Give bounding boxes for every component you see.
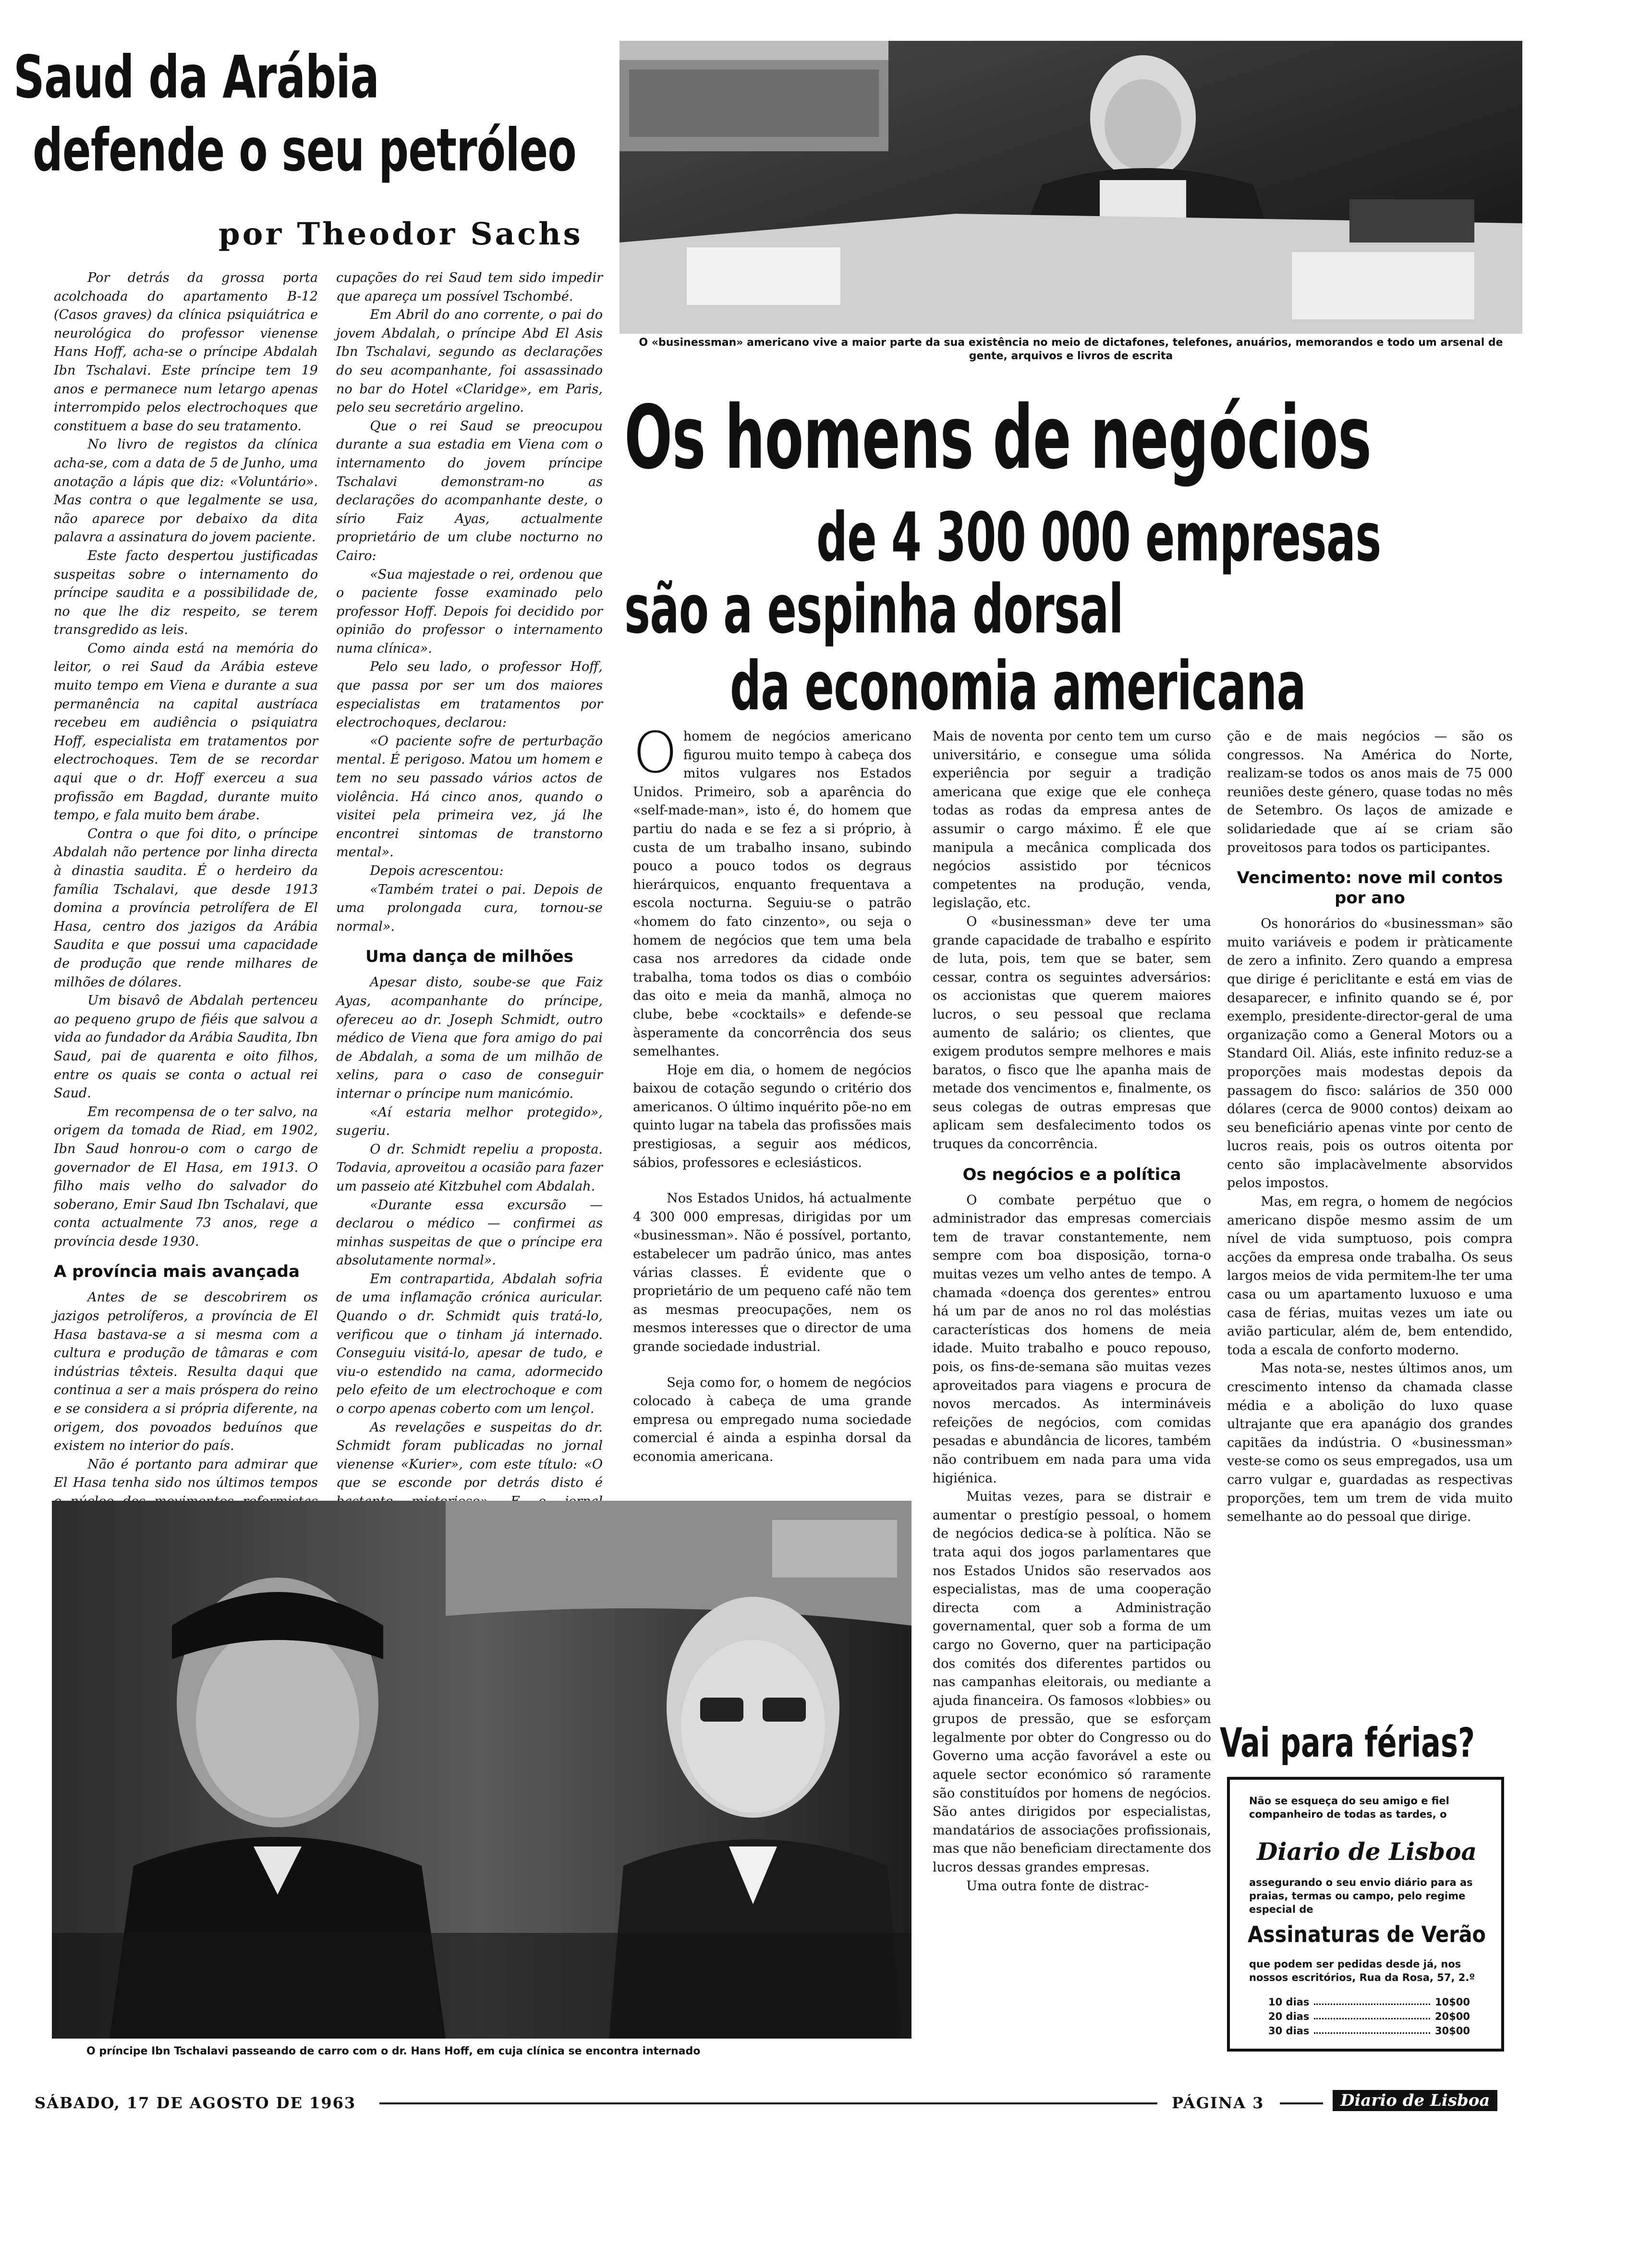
paragraph: Contra o que foi dito, o príncipe Abdalah não pertence por linha directa à dinastia saudita. É o herdeiro da família Tschalavi, que desde 1913 domina a província petrolífera de El Hasa, centro dos jazigos da Arábia Saudita e que possui uma capacidade de produção que rende milhares de milhões de dólares. (54, 826, 318, 990)
paragraph: Este facto despertou justificadas suspeitas sobre o internamento do príncipe saudita e a possibilidade de, no que lhe diz respeito, se terem transgredido as leis. (54, 548, 318, 638)
paragraph: cupações do rei Saud tem sido impedir que apareça um possível Tschombé. (336, 270, 603, 304)
ad-rate-row (1268, 2009, 1470, 2024)
paragraph: Como ainda está na memória do leitor, o rei Saud da Arábia esteve muito tempo em Viena e durante a sua permanência na capital austríaca recebeu em audiência o psiquiatra Hoff, especialista em tratamentos por electrochoques. Tem de se recordar aqui que o dr. Hoff exerceu a sua profissão em Bagdad, durante muito tempo, e fala muito bem árabe. (54, 641, 318, 823)
main-article-col3 (1227, 728, 1513, 1712)
businessman-photo-image (620, 41, 1522, 334)
left-article-col1 (54, 269, 318, 1498)
ad-rate-price: 20$00 (1434, 2011, 1470, 2022)
paragraph: Hoje em dia, o homem de negócios baixou de cotação segundo o critério dos americanos. O último inquérito põe-no em quinto lugar na tabela das profissões mais prestigiosas, a seguir aos médicos, sábios, professores e eclesiásticos. (633, 1062, 911, 1170)
businessman-photo-caption: O «businessman» americano vive a maior parte da sua existência no meio de dictafones, telefones, anuários, memorandos e todo um arsenal de gente, arquivos e livros de escrita (639, 337, 1503, 362)
paragraph: Que o rei Saud se preocupou durante a sua estadia em Viena com o internamento do jovem príncipe Tschalavi demonstram-no as declarações do acompanhante deste, o sírio Faiz Ayas, actualmente proprietário de um clube nocturno no Cairo: (336, 418, 603, 563)
ad-text: que podem ser pedidas desde já, nos nossos escritórios, Rua da Rosa, 57, 2.º (1249, 1958, 1475, 1983)
paragraph: Antes de se descobrirem os jazigos petrolíferos, a província de El Hasa bastava-se a si mesma com a cultura e produção de tâmaras e com indústrias têxteis. Resulta daqui que continua a ser a mais próspera do reino e se considera a si própria diferente, na origem, dos povoados beduínos que existem no interior do país. (54, 1290, 318, 1454)
ad-rate-days: 20 dias (1268, 2011, 1310, 2022)
subheading: Uma dança de milhões (365, 947, 574, 967)
ad-text: Não se esqueça do seu amigo e fiel companheiro de todas as tardes, o (1249, 1795, 1449, 1820)
subheading: A província mais avançada (54, 1262, 300, 1282)
prince-car-photo (52, 1501, 911, 2039)
main-article-col1 (633, 719, 911, 1578)
paragraph: Uma outra fonte de distrac- (966, 1878, 1149, 1894)
paragraph: Por detrás da grossa porta acolchoada do apartamento B-12 (Casos graves) da clínica psiquiátrica e neurológica do professor vienense Hans Hoff, acha-se o príncipe Abdalah Ibn Tschalavi. Este príncipe tem 19 anos e permanece num letargo apenas interrompido pelos electrochoques que constituem a base do seu tratamento. (54, 270, 318, 434)
paragraph: Um bisavô de Abdalah pertenceu ao pequeno grupo de fiéis que salvou a vida ao fundador da Arábia Saudita, Ibn Saud, pai de quarenta e oito filhos, entre os quais se conta o actual rei Saud. (54, 993, 318, 1101)
paragraph: Os honorários do «businessman» são muito variáveis e podem ir pràticamente de zero a infinito. Zero quando a empresa que dirige é periclitante e está em vias de desaparecer, e infinito quando se é, por exemplo, presidente-director-geral de uma organização como a General Motors ou a Standard Oil. Aliás, este infinito reduz-se a proporções mais modestas depois da passagem do fisco: salários de 350 000 dólares (cerca de 9000 contos) deixam ao seu beneficiário apenas vinte por cento de lucros reais, pois os outros oitenta por cento são implacàvelmente absorvidos pelos impostos. (1227, 916, 1513, 1191)
paragraph: Muitas vezes, para se distrair e aumentar o prestígio pessoal, o homem de negócios dedica-se à política. Não se trata aqui dos jogos parlamentares que nos Estados Unidos são reservados aos especialistas, mas de uma cooperação directa com a Administração governamental, quer sob a forma de um cargo no Governo, quer na participação dos comités dos diferentes partidos ou nas campanhas eleitorais, ou mediante a ajuda financeira. Os famosos «lobbies» ou grupos de pressão, que se esforçam legalmente por obter do Congresso ou do Governo uma acção favorável a este ou aquele sector económico só raramente são constituídos por homens de negócios. São antes dirigidos por especialistas, mandatários de associações profissionais, mas que não beneficiam directamente dos lucros dessas grandes empresas. (933, 1489, 1211, 1875)
left-article-title (13, 43, 609, 184)
vacation-ad-title: Vai para férias? (1220, 1719, 1475, 1766)
ad-rate-days: 10 dias (1268, 1996, 1310, 2008)
paragraph: O dr. Schmidt repeliu a proposta. Todavia, aproveitou a ocasião para fazer um passeio até Kitzbuhel com Abdalah. (336, 1142, 603, 1194)
ad-rates (1268, 1995, 1470, 2038)
paragraph: Não é portanto para admirar que El Hasa tenha sido nos últimos tempos (54, 1457, 318, 1491)
prince-car-photo-image (52, 1501, 911, 2039)
left-article-title-line2: defende o seu petróleo (33, 116, 576, 184)
vacation-ad (1227, 1777, 1504, 2052)
ad-rate-dots (1314, 2009, 1430, 2019)
subheading: Vencimento: nove mil contos por ano (1237, 868, 1503, 908)
paragraph: Mas, em regra, o homem de negócios americano dispõe mesmo assim de um nível de vida sumptuoso, pois compra acções da empresa onde trabalha. Os seus largos meios de vida permitem-lhe ter uma casa ou um apartamento luxuoso e uma casa de férias, muitas vezes um iate ou avião particular, além de, bem entendido, toda a escala de conforto moderno. (1227, 1194, 1513, 1358)
ad-text: assegurando o seu envio diário para as praias, termas ou campo, pelo regime especial de (1249, 1877, 1473, 1915)
paragraph: «Durante essa excursão — declarou o médico — confirmei as minhas suspeitas de que o príncipe era absolutamente normal». (336, 1197, 603, 1268)
left-article-col2 (336, 269, 603, 1498)
paragraph-text: homem de negócios americano figurou muito tempo à cabeça dos mitos vulgares nos Estados Unidos. Primeiro, sob a aparência do «self-made-man», isto é, do homem que partiu do nada e se fez a si próprio, à custa de um trabalho insano, subindo pouco a pouco todos os degraus hierárquicos, enquanto frequentava a escola nocturna. Seguiu-se o patrão «homem do fato cinzento», ou seja o homem de negócios que tem uma bela casa nos arredores da cidade onde trabalha, toma todos os dias o combóio das oito e meia da manhã, almoça no clube, bebe «cocktails» e defende-se àsperamente da concorrência dos seus semelhantes. (633, 729, 911, 1059)
prince-car-photo-caption: O príncipe Ibn Tschalavi passeando de carro com o dr. Hans Hoff, em cuja clínica se encontra internado (86, 2045, 701, 2057)
left-article-byline: por Theodor Sachs (219, 216, 583, 252)
paragraph: «O paciente sofre de perturbação mental. É perigoso. Matou um homem e tem no seu passado vários actos de violência. Há cinco anos, quando o visitei pela primeira vez, já lhe encontrei sintomas de transtorno mental». (336, 733, 603, 860)
paragraph: Apesar disto, soube-se que Faiz Ayas, acompanhante do príncipe, ofereceu ao dr. Joseph Schmidt, outro médico de Viena que fora amigo do pai de Abdalah, a soma de um milhão de xelins, para o caso de conseguir internar o príncipe num manicómio. (336, 975, 603, 1101)
main-article-col2 (933, 728, 1211, 2183)
footer-newspaper-logo: Diario de Lisboa (1333, 2090, 1497, 2111)
ad-rate-price: 10$00 (1434, 1996, 1470, 2008)
ad-subtitle: Assinaturas de Verão (1248, 1921, 1486, 1947)
paragraph: «Sua majestade o rei, ordenou que o paciente fosse examinado pelo professor Hoff. Depois foi decidido por opinião do professor o internamento numa clínica». (336, 567, 603, 656)
paragraph (633, 719, 911, 1061)
footer-page-number: PÁGINA 3 (1172, 2094, 1264, 2112)
paragraph: Em contrapartida, Abdalah sofria de uma inflamação crónica auricular. Quando o dr. Schmidt quis tratá-lo, verificou que o tinham já internado. Conseguiu visitá-lo, apesar de tudo, e viu-o estendido na cama, adormecido pelo efeito de um electrochoque e com o corpo apenas coberto com um lençol. (336, 1271, 603, 1417)
paragraph: ção e de mais negócios — são os congressos. Na América do Norte, realizam-se todos os anos mais de 75 000 reuniões deste género, quase todas no mês de Setembro. Os laços de amizade e solidariedade que aí se criam são proveitosos para todos os participantes. (1227, 729, 1513, 855)
businessman-photo (620, 41, 1522, 334)
ad-rate-row (1268, 2024, 1470, 2038)
drop-cap: O (633, 719, 678, 786)
paragraph: O «businessman» deve ter uma grande capacidade de trabalho e espírito de luta, pois, tem que se bater, sem cessar, contra os seguintes adversários: os accionistas que querem maiores lucros, o seu pessoal que reclama aumento de salário; os clientes, que exigem produtos sempre melhores e mais baratos, o fisco que lhe apanha mais de metade dos vencimentos e, finalmente, os seus colegas de outras empresas que aplicam sem desfalecimento todos os truques da concorrência. (933, 914, 1211, 1152)
main-headline-line3: são a espinha dorsal (624, 571, 1123, 649)
paragraph: Pelo seu lado, o professor Hoff, que passa por ser um dos maiores especialistas em tratamentos por electrochoques, declarou: (336, 659, 603, 730)
paragraph: Em recompensa de o ter salvo, na origem da tomada de Riad, em 1902, Ibn Saud honrou-o com o cargo de governador de El Hasa, em 1913. O filho mais velho do salvador do soberano, Emir Saud Ibn Tschalavi, que conta actualmente 73 anos, rege a província desde 1930. (54, 1104, 318, 1249)
paragraph: «Também tratei o pai. Depois de uma prolongada cura, tornou-se normal». (336, 882, 603, 934)
main-headline-line1: Os homens de negócios (624, 387, 1372, 488)
paragraph: O combate perpétuo que o administrador das empresas comerciais tem de travar constantemente, nem sempre com boa disposição, torna-o muitas vezes um velho antes de tempo. A chamada «doença dos gerentes» entrou há um par de anos no rol das moléstias características dos homens de meia idade. Muito trabalho e pouco repouso, pois, os fins-de-semana são muitas vezes aproveitados para viagens e procura de novos mercados. As intermináveis refeições de negócios, com comidas pesadas e abundância de licores, também não contribuem em nada para uma vida higiénica. (933, 1192, 1211, 1486)
paragraph: As revelações e suspeitas do dr. Schmidt foram publicadas no jornal vienense «Kurier», com este título: «O que se esconde por detrás disto é (336, 1420, 603, 1491)
ad-rate-dots (1314, 1995, 1430, 2005)
ad-newspaper-logo: Diario de Lisboa (1256, 1837, 1477, 1866)
left-article-title-line1: Saud da Arábia (13, 43, 379, 111)
main-headline-line2: de 4 300 000 empresas (816, 498, 1381, 577)
paragraph: Em Abril do ano corrente, o pai do jovem Abdalah, o príncipe Abd El Asis Ibn Tschalavi, segundo as declarações do seu acompanhante, foi assassinado no bar do Hotel «Claridge», em Paris, pelo seu secretário argelino. (336, 307, 603, 415)
footer-rule (379, 2102, 1157, 2104)
ad-rate-days: 30 dias (1268, 2025, 1310, 2037)
paragraph: Mas nota-se, nestes últimos anos, um crescimento intenso da chamada classe média e a abolição do luxo quase ultrajante que era apanágio dos grandes capitães da indústria. O «businessman» veste-se como os seus empregados, usa um carro vulgar e, guardadas as respectivas proporções, tem um trem de vida muito semelhante ao do pessoal que dirige. (1227, 1361, 1513, 1525)
subheading: Os negócios e a política (962, 1165, 1181, 1184)
ad-rate-row (1268, 1995, 1470, 2009)
paragraph: Mais de noventa por cento tem um curso universitário, e consegue uma sólida experiência por seguir a tradição americana que exige que ele conheça todas as rodas da empresa antes de assumir o cargo máximo. É ele que manipula a mecânica complicada dos negócios assistido por técnicos competentes na produção, venda, legislação, etc. (933, 729, 1211, 911)
footer-date: SÁBADO, 17 DE AGOSTO DE 1963 (35, 2094, 356, 2112)
ad-rate-dots (1314, 2024, 1430, 2034)
paragraph: Seja como for, o homem de negócios colocado à cabeça de uma grande empresa ou empregado numa sociedade comercial é ainda a espinha dorsal da economia americana. (633, 1375, 911, 1464)
ad-rate-price: 30$00 (1434, 2025, 1470, 2037)
footer-rule (1280, 2102, 1323, 2104)
paragraph: Depois acrescentou: (370, 863, 504, 878)
main-headline-line4: da economia americana (730, 647, 1306, 726)
paragraph: No livro de registos da clínica acha-se, com a data de 5 de Junho, uma anotação a lápis que diz: «Voluntário». Mas contra o que legalmente se usa, não aparece por debaixo da dita palavra a assinatura do jovem paciente. (54, 437, 318, 545)
paragraph: Nos Estados Unidos, há actualmente 4 300 000 empresas, dirigidas por um «businessman». Não é possível, portanto, estabelecer um padrão único, mas antes várias classes. É evidente que o proprietário de um pequeno café não tem as mesmas preocupações, nem os mesmos interesses que o director de uma grande sociedade industrial. (633, 1191, 911, 1354)
paragraph: «Aí estaria melhor protegido», sugeriu. (336, 1105, 603, 1139)
